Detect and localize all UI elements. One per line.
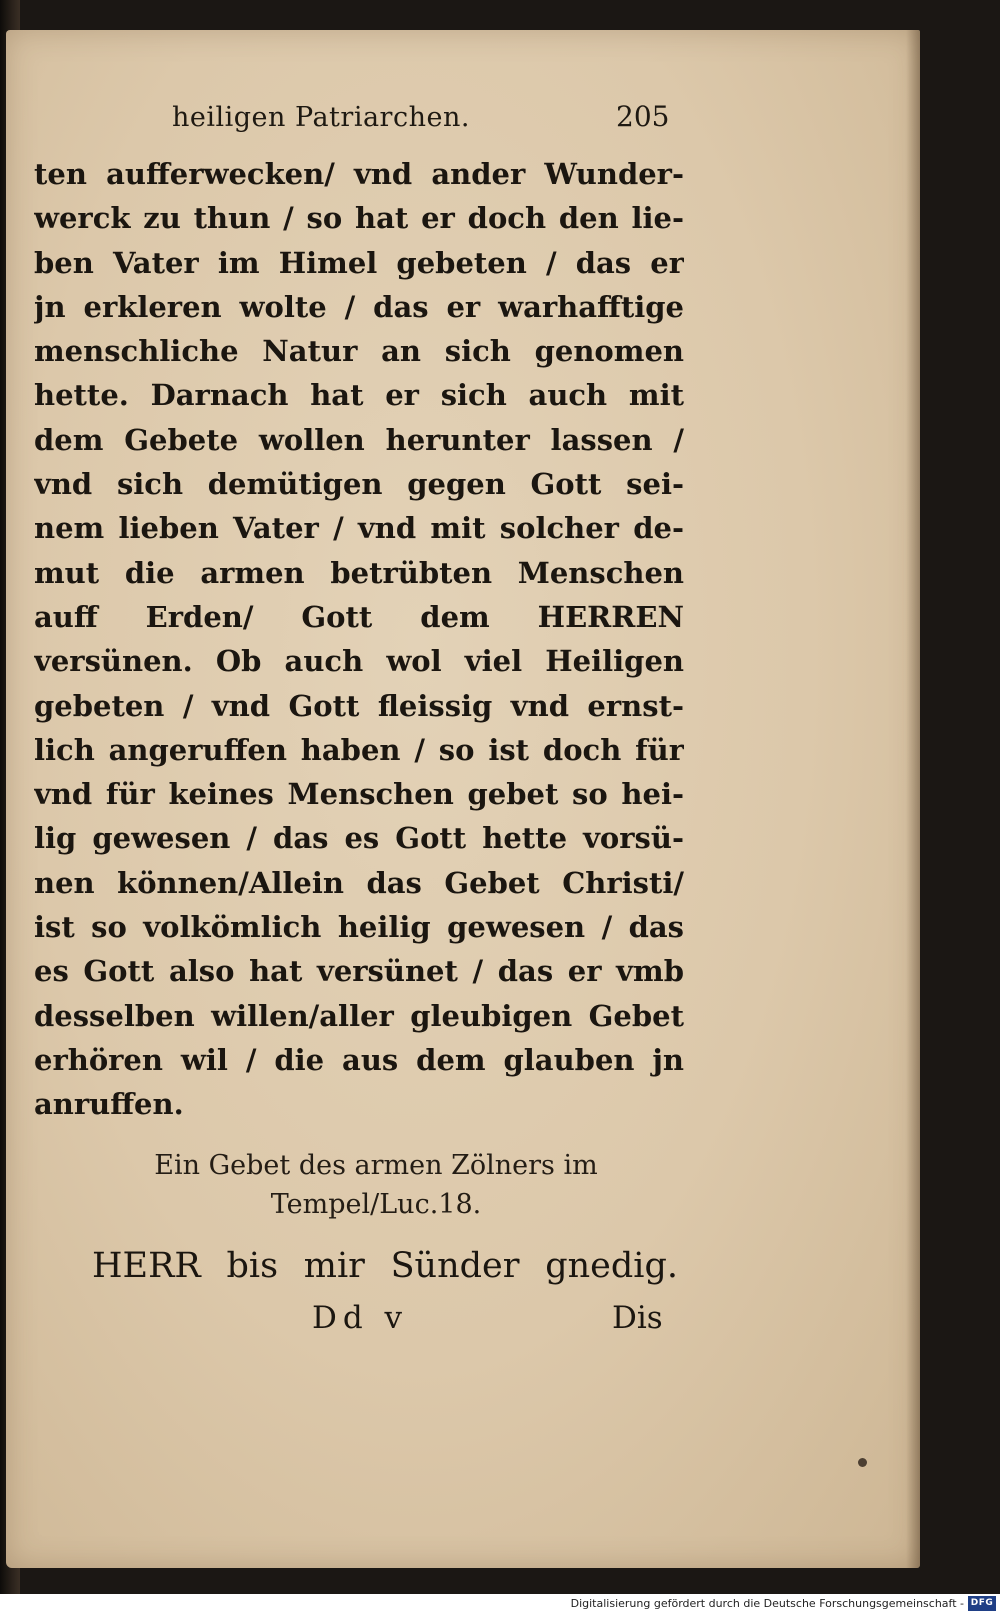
text-line: hette. Darnach hat er sich auch mit <box>34 378 684 413</box>
digitization-footer <box>0 1594 1000 1614</box>
text-line: gebeten / vnd Gott fleissig vnd ernst- <box>34 688 684 723</box>
text-line: werck zu thun / so hat er doch den lie- <box>34 201 684 236</box>
dfg-logo: DFG <box>968 1596 996 1611</box>
text-line: menschliche Natur an sich genomen <box>34 334 684 369</box>
text-line: versünen. Ob auch wol viel Heiligen <box>34 644 684 679</box>
text-line: lig gewesen / das es Gott hette vorsü- <box>34 821 684 856</box>
text-line: ist so volkömlich heilig gewesen / das <box>34 910 684 945</box>
text-line: dem Gebete wollen herunter lassen / <box>34 422 684 457</box>
text-line: vnd für keines Menschen gebet so hei- <box>34 777 684 812</box>
text-line: ten aufferwecken/ vnd ander Wunder- <box>34 157 684 191</box>
prayer-text: HERR bis mir Sünder gnedig. <box>92 1246 678 1286</box>
text-line: ben Vater im Himel gebeten / das er <box>34 245 684 280</box>
text-line: mut die armen betrübten Menschen <box>34 555 684 590</box>
prayer-heading-line: Tempel/Luc.18. <box>270 1189 482 1220</box>
running-head: heiligen Patriarchen. <box>172 102 470 133</box>
prayer-heading-line: Ein Gebet des armen Zölners im <box>154 1150 598 1181</box>
prayer-heading <box>96 1146 656 1224</box>
page-number: 205 <box>616 100 670 133</box>
text-line: jn erkleren wolte / das er warhafftige <box>34 289 684 324</box>
signature-mark: Dd v <box>312 1300 409 1336</box>
paper-page <box>6 30 920 1568</box>
catchword: Dis <box>612 1300 663 1336</box>
body-text <box>34 152 684 1127</box>
text-line: es Gott also hat versünet / das er vmb <box>34 954 684 989</box>
text-line: anruffen. <box>34 1087 184 1122</box>
text-line: desselben willen/aller gleubigen Gebet <box>34 998 684 1033</box>
text-line: lich angeruffen haben / so ist doch für <box>34 732 684 767</box>
ink-speck <box>858 1458 867 1467</box>
text-line: erhören wil / die aus dem glauben jn <box>34 1042 684 1077</box>
footer-credit: Digitalisierung gefördert durch die Deutsche Forschungsgemeinschaft - <box>570 1597 964 1610</box>
text-line: nem lieben Vater / vnd mit solcher de- <box>34 511 684 546</box>
text-line: nen können/Allein das Gebet Christi/ <box>34 865 684 900</box>
text-line: vnd sich demütigen gegen Gott sei- <box>34 467 684 502</box>
text-line: auff Erden/ Gott dem HERREN <box>34 599 684 634</box>
